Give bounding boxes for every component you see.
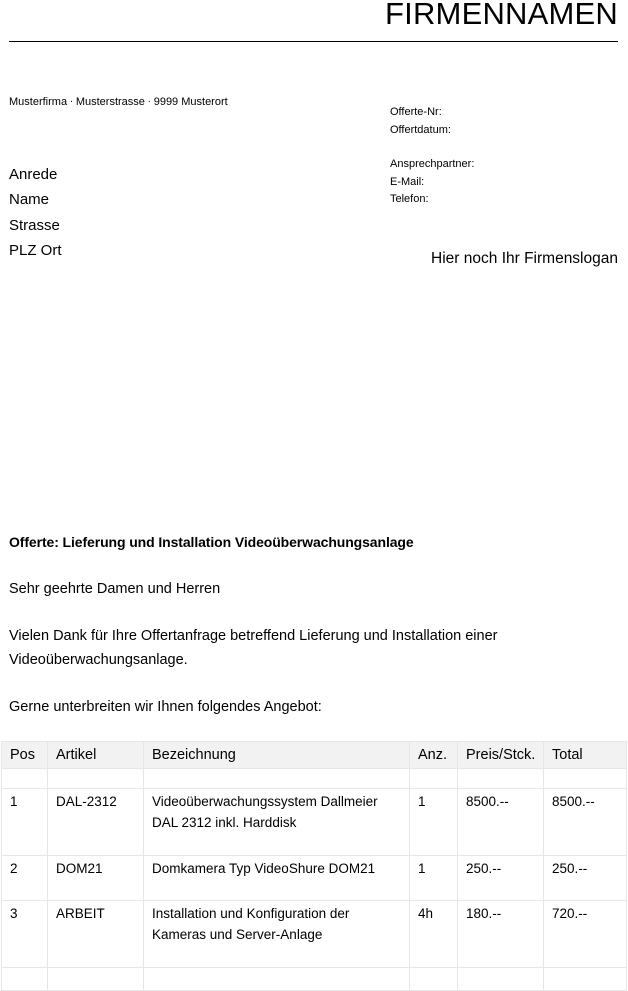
recipient-salutation: Anrede (9, 166, 58, 183)
greeting: Sehr geehrte Damen und Herren (9, 581, 221, 597)
offer-items-table (1, 741, 627, 991)
cell-unit-price: 8500.-- (458, 789, 544, 856)
description-line: DAL 2312 inkl. Harddisk (152, 815, 297, 830)
cell-total: 8500.-- (544, 789, 627, 856)
thanks-line-2: Videoüberwachungsanlage. (9, 652, 188, 668)
table-header-row (2, 742, 627, 769)
table-empty-row (2, 968, 627, 991)
offer-intro: Gerne unterbreiten wir Ihnen folgendes Angebot: (9, 699, 322, 715)
offer-number-label: Offerte-Nr: (390, 106, 442, 118)
header-divider (9, 41, 618, 42)
recipient-street: Strasse (9, 216, 60, 234)
cell-article: DAL-2312 (48, 789, 144, 856)
description-line: Installation und Konfiguration der (152, 906, 350, 921)
offer-date-label: Offertdatum: (390, 123, 451, 136)
meta-spacer (390, 139, 474, 156)
cell-unit-price: 250.-- (458, 856, 544, 901)
header-unit-price: Preis/Stck. (458, 742, 544, 769)
cell-article: DOM21 (48, 856, 144, 901)
cell-quantity: 1 (410, 856, 458, 901)
recipient-address (9, 162, 62, 264)
table-row (2, 901, 627, 968)
description-line: Kameras und Server-Anlage (152, 927, 323, 942)
cell-pos: 3 (2, 901, 48, 968)
sender-city: 9999 Musterort (153, 96, 228, 108)
cell-article: ARBEIT (48, 901, 144, 968)
sender-company: Musterfirma (9, 96, 68, 108)
sender-street: Musterstrasse (75, 96, 145, 108)
description-line: Domkamera Typ VideoShure DOM21 (152, 861, 376, 876)
company-name: FIRMENNAMEN (385, 0, 618, 31)
cell-total: 720.-- (544, 901, 627, 968)
header-pos: Pos (2, 742, 48, 769)
cell-quantity: 4h (410, 901, 458, 968)
header-article: Artikel (48, 742, 144, 769)
sender-separator: . (70, 94, 73, 105)
email-label: E-Mail: (390, 175, 425, 188)
cell-description (144, 856, 410, 901)
cell-total: 250.-- (544, 856, 627, 901)
header-description: Bezeichnung (144, 742, 410, 769)
cell-pos: 1 (2, 789, 48, 856)
sender-separator: . (147, 94, 151, 105)
description-line: Videoüberwachungssystem Dallmeier (152, 794, 378, 809)
cell-quantity: 1 (410, 789, 458, 856)
recipient-name: Name (9, 191, 50, 209)
header-total: Total (544, 742, 627, 769)
cell-description (144, 901, 410, 968)
thanks-paragraph (9, 624, 498, 672)
cell-description (144, 789, 410, 856)
contact-label: Ansprechpartner: (390, 158, 475, 171)
offer-subject: Offerte: Lieferung und Installation Videoüberwachungsanlage (9, 534, 414, 550)
company-slogan: Hier noch Ihr Firmenslogan (431, 250, 618, 267)
cell-unit-price: 180.-- (458, 901, 544, 968)
phone-label: Telefon: (390, 193, 429, 206)
table-row (2, 856, 627, 901)
header-quantity: Anz. (410, 742, 458, 769)
offer-meta (390, 104, 474, 209)
cell-pos: 2 (2, 856, 48, 901)
thanks-line-1: Vielen Dank für Ihre Offertanfrage betreffend Lieferung und Installation einer (9, 628, 498, 644)
table-spacer-row (2, 769, 627, 789)
sender-line (9, 96, 228, 108)
table-row (2, 789, 627, 856)
recipient-city: PLZ Ort (9, 242, 62, 260)
